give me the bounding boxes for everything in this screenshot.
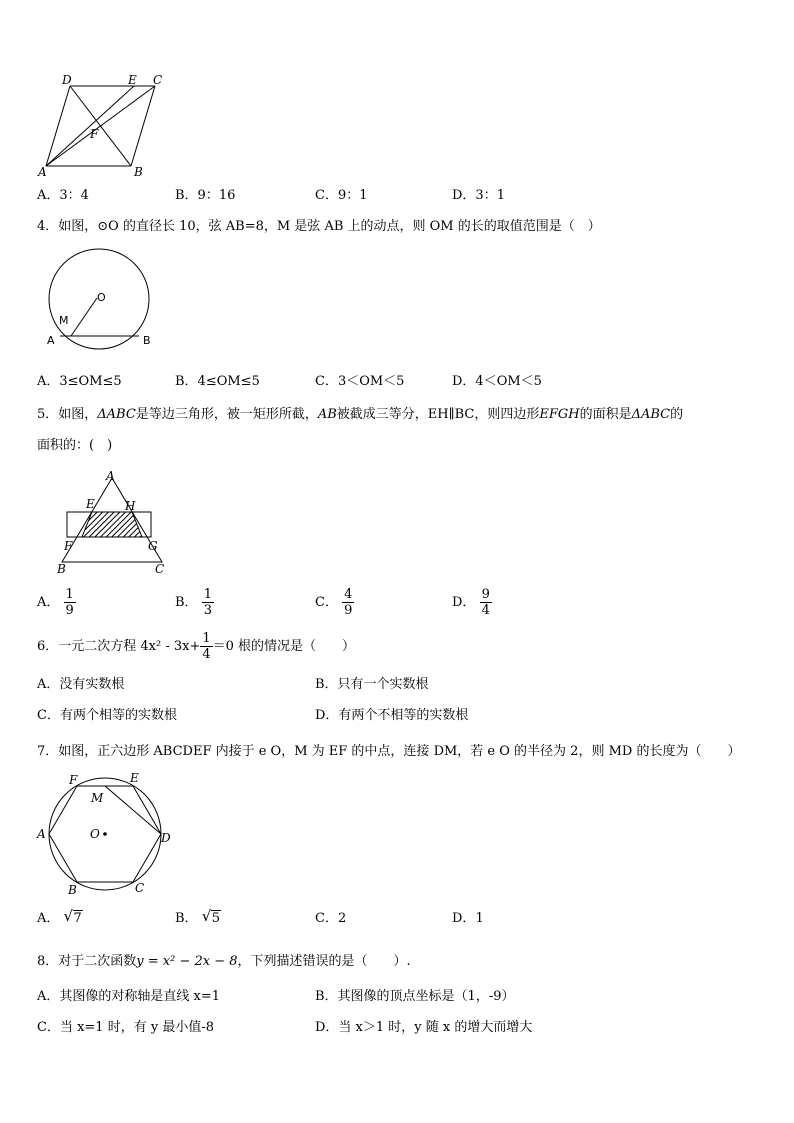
q7-option-b [175,907,221,926]
q5-option-d-den: 4 [481,603,490,618]
q6-option-c: C．有两个相等的实数根 [37,708,177,723]
q5-label-b: B [57,562,66,576]
q7-label-a: A [37,827,46,841]
q3-label-e: E [128,73,137,87]
q8-stem-suffix: ，下列描述错误的是（ ）. [237,954,411,969]
q7-stem: 7．如图，正六边形 ABCDEF 内接于 e O，M 为 EF 的中点，连接 DM，若 e O 的半径为 2，则 MD 的长度为（ ） [37,744,741,759]
q3-option-b: B．9：16 [175,188,236,203]
q6-option-b: B．只有一个实数根 [315,677,429,692]
q7-label-b: B [68,883,77,897]
q3-side-bc [131,86,155,166]
radical-sign-icon: √ [201,907,212,925]
q7-label-e: E [130,771,139,785]
q5-stem-line1 [37,408,683,421]
q8-option-c: C．当 x=1 时，有 y 最小值-8 [37,1020,214,1035]
q7-segment-md [105,786,161,834]
q4-circle-figure [40,243,160,357]
q4-option-d: D．4＜OM＜5 [452,374,542,389]
q8-stem [37,955,411,968]
q5-option-a-fraction [64,588,76,617]
q5-option-c-fraction [342,588,354,617]
q3-line-db [70,86,131,166]
q6-option-d: D．有两个不相等的实数根 [315,708,469,723]
q5-stem-prefix: 5．如图， [37,407,98,422]
q5-triangle-figure [50,468,180,578]
q5-option-b-den: 3 [203,603,212,618]
q7-option-d-value: 1 [475,911,484,926]
q3-label-b: B [134,165,143,179]
q7-option-a [37,907,83,926]
q5-option-c-num: 4 [344,587,353,602]
q5-stem-mid3: 的面积是 [579,407,632,422]
q7-option-a-sqrt [63,907,83,926]
q7-option-c-letter: C． [315,911,338,926]
q8-option-d: D．当 x＞1 时，y 随 x 的增大而增大 [315,1020,533,1035]
q7-option-b-sqrt [201,907,221,926]
q5-option-d [452,588,492,617]
q3-label-a: A [38,165,47,179]
q5-stem-ab: AB [317,407,337,422]
q5-option-a-num: 1 [65,587,74,602]
q5-label-f: F [64,539,73,553]
q4-segment-om [71,298,97,336]
q3-line-ae [46,86,134,166]
q6-stem-num: 1 [202,631,211,646]
q5-option-b [175,588,214,617]
q5-option-a [37,588,76,617]
q3-option-a: A．3：4 [37,188,89,203]
q8-stem-prefix: 8．对于二次函数 [37,954,137,969]
q4-option-c: C．3＜OM＜5 [315,374,405,389]
q4-label-m: M [59,314,69,327]
q7-option-b-radicand: 5 [211,911,220,926]
q5-stem-efgh: EFGH [539,407,580,422]
q7-option-c-value: 2 [337,911,347,926]
q7-option-d [452,912,484,925]
q5-label-e: E [86,497,95,511]
q5-stem-end: 的 [670,407,684,422]
q6-stem-suffix: ＝0 根的情况是（ ） [212,639,356,654]
q5-option-d-letter: D． [452,595,476,610]
q4-option-b: B．4≤OM≤5 [175,374,260,389]
q3-label-d: D [62,73,72,87]
q5-label-g: G [148,539,158,553]
q5-option-c [315,588,354,617]
q5-option-b-num: 1 [203,587,212,602]
q8-option-b: B．其图像的顶点坐标是（1，-9） [315,989,515,1004]
q7-option-c [315,912,346,925]
q8-stem-function: y = x² − 2x − 8 [136,954,238,969]
q7-label-f: F [69,773,78,787]
q3-parallelogram-figure [30,72,170,184]
q6-stem-prefix: 6．一元二次方程 4x² - 3x+ [37,639,201,654]
q7-label-c: C [135,881,145,895]
q5-option-b-letter: B． [175,595,198,610]
q7-label-d: D [161,831,171,845]
q6-stem-den: 4 [202,647,211,662]
q7-label-m: M [91,791,104,805]
q6-stem-fraction [200,632,212,661]
q4-label-o: O [97,291,106,304]
q5-stem-triangle2: ΔABC [631,407,671,422]
q4-option-a: A．3≤OM≤5 [37,374,122,389]
q6-stem [37,632,355,661]
q4-label-a: A [47,334,55,347]
q7-option-d-letter: D． [452,911,476,926]
q5-option-a-letter: A． [37,595,60,610]
q7-option-a-letter: A． [37,911,60,926]
q5-label-a: A [106,469,115,483]
q3-label-c: C [153,73,163,87]
q5-stem-triangle: ΔABC [97,407,136,422]
q3-label-f: F [90,127,99,141]
q7-option-a-radicand: 7 [73,911,82,926]
q5-option-a-den: 9 [65,603,74,618]
q5-stem-mid2: 被截成三等分，EH∥BC，则四边形 [336,407,540,422]
q4-label-b: B [143,334,151,347]
q3-side-ad [46,86,70,166]
q5-label-c: C [155,562,165,576]
q5-option-d-num: 9 [481,587,490,602]
q8-option-a: A．其图像的对称轴是直线 x=1 [37,989,221,1004]
q6-option-a: A．没有实数根 [37,677,125,692]
q7-hexagon-figure [32,770,182,898]
q5-option-c-letter: C． [315,595,338,610]
radical-sign-icon: √ [63,907,74,925]
q5-stem-mid: 是等边三角形，被一矩形所截， [135,407,318,422]
q7-option-b-letter: B． [175,911,198,926]
q5-option-c-den: 9 [344,603,353,618]
q5-shaded-region [82,512,142,537]
q4-stem: 4．如图，⊙O 的直径长 10，弦 AB=8，M 是弦 AB 上的动点，则 OM 的长的取值范围是（ ） [37,219,601,234]
q5-label-h: H [125,499,136,513]
q5-option-d-fraction [480,588,492,617]
q7-label-o: O [90,827,100,841]
q7-center-dot [103,832,107,836]
q5-stem-line2: 面积的：( ) [37,438,113,453]
q3-option-c: C．9：1 [315,188,368,203]
q5-option-b-fraction [202,588,214,617]
q3-option-d: D．3：1 [452,188,505,203]
